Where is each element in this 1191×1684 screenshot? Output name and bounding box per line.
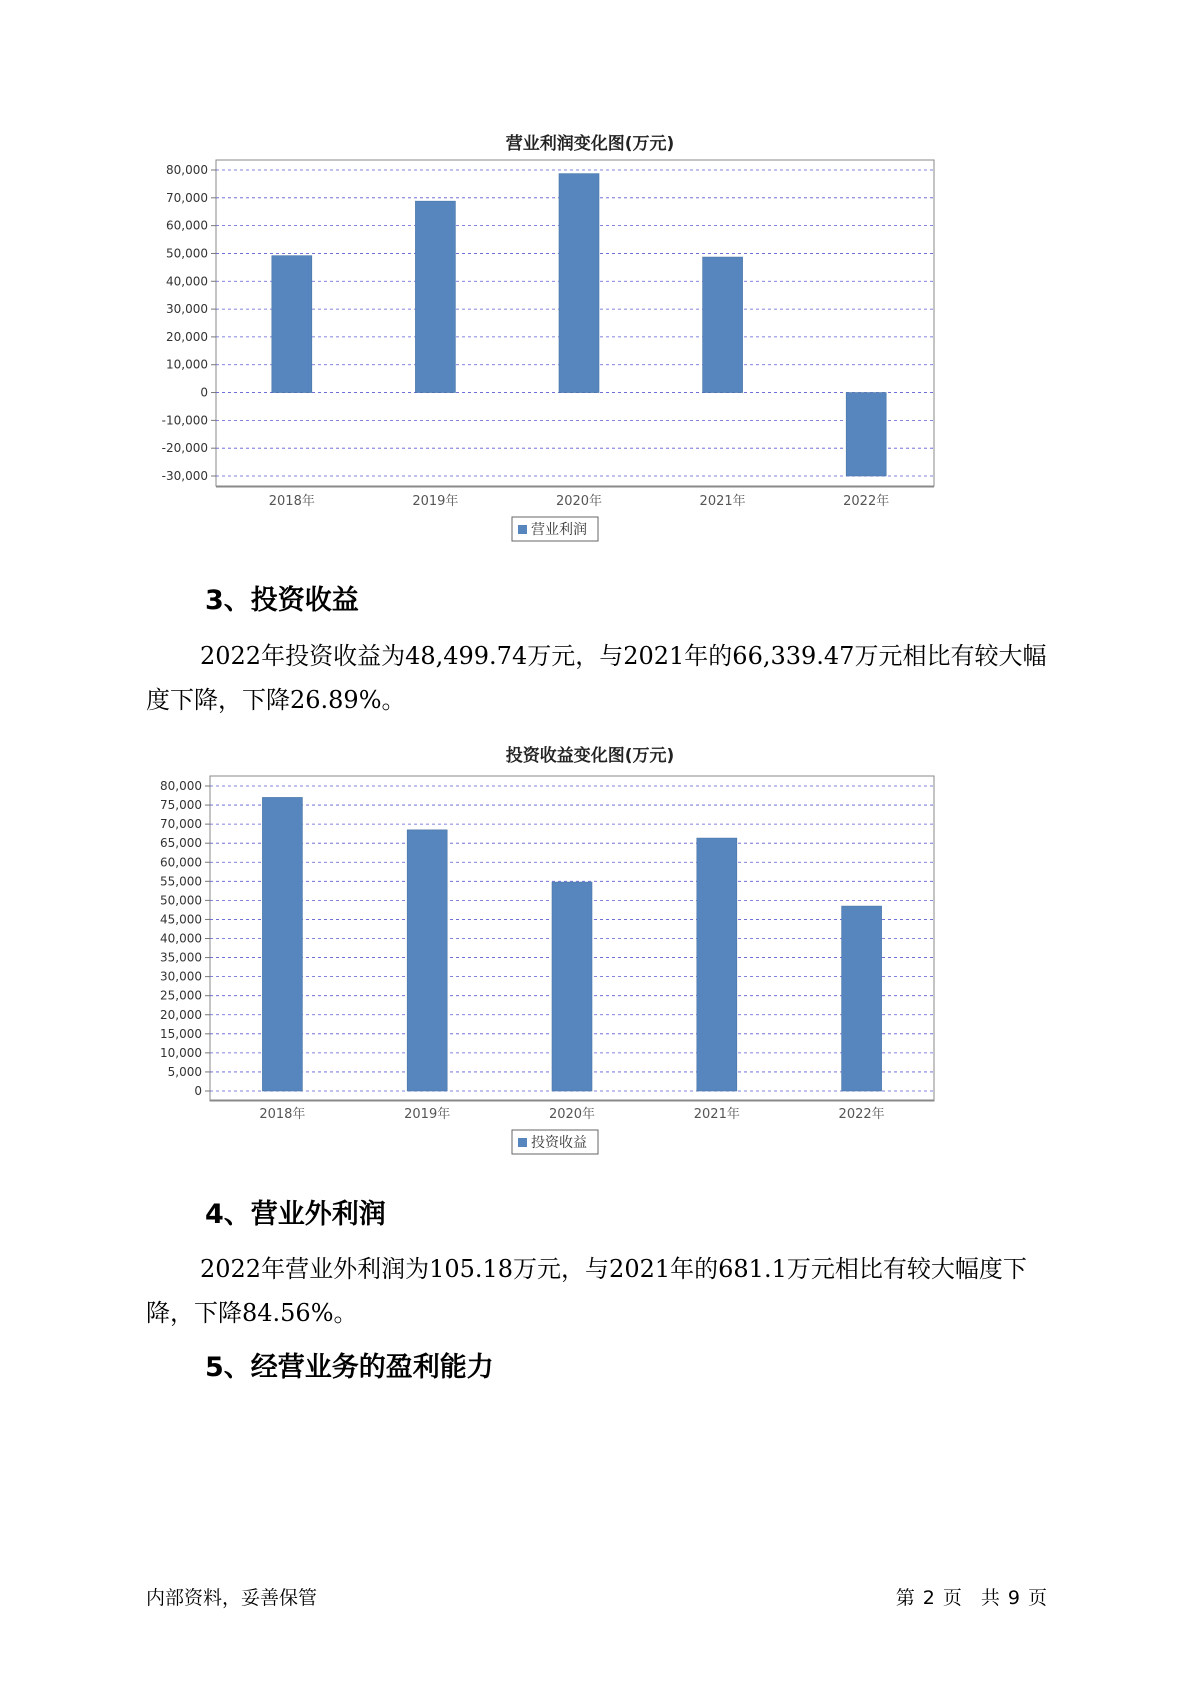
y-tick-label: 35,000 — [160, 950, 202, 965]
page-total: 9 — [1007, 1587, 1020, 1609]
y-tick-label: 55,000 — [160, 874, 202, 889]
y-tick-label: 75,000 — [160, 798, 202, 813]
investment-income-chart — [150, 742, 1030, 1162]
legend-label: 投资收益 — [531, 1135, 587, 1151]
bar — [272, 256, 312, 393]
y-tick-label: -30,000 — [161, 469, 208, 483]
page-suffix: 页 — [1027, 1587, 1047, 1609]
chart-title: 投资收益变化图(万元) — [505, 746, 675, 766]
x-tick-label: 2020年 — [548, 1107, 596, 1122]
y-tick-label: 65,000 — [160, 836, 202, 851]
y-tick-label: 80,000 — [160, 779, 202, 793]
bar — [846, 393, 886, 476]
chart-title: 营业利润变化图(万元) — [505, 134, 675, 154]
y-tick-label: 70,000 — [166, 190, 208, 205]
x-tick-label: 2019年 — [412, 494, 459, 509]
x-tick-label: 2020年 — [555, 494, 603, 509]
footer-page-number — [892, 1583, 1051, 1610]
page-prefix: 第 — [895, 1587, 915, 1609]
y-tick-label: 50,000 — [166, 246, 208, 261]
bar — [559, 174, 599, 393]
bar — [262, 797, 302, 1091]
page-mid: 页 共 — [942, 1587, 1000, 1609]
x-tick-label: 2022年 — [838, 1107, 885, 1122]
legend-label: 营业利润 — [531, 522, 587, 538]
x-tick-label: 2019年 — [404, 1107, 451, 1122]
x-tick-label: 2021年 — [699, 494, 746, 509]
y-tick-label: 80,000 — [166, 163, 208, 177]
y-tick-label: 30,000 — [160, 969, 202, 984]
legend — [512, 517, 598, 541]
section-heading-non-operating-profit: 4、营业外利润 — [205, 1199, 386, 1230]
y-tick-label: 60,000 — [160, 855, 202, 870]
operating-profit-chart — [150, 130, 1030, 550]
paragraph-investment-income: 2022年投资收益为48,499.74万元，与2021年的66,339.47万元相比有较大幅度下降，下降26.89%。 — [146, 642, 1047, 714]
y-tick-label: 0 — [200, 385, 208, 400]
y-tick-label: 45,000 — [160, 912, 202, 927]
y-tick-label: -10,000 — [161, 413, 208, 428]
legend-swatch — [518, 1138, 527, 1147]
y-tick-label: 20,000 — [166, 329, 208, 344]
y-tick-label: 30,000 — [166, 302, 208, 317]
x-tick-label: 2018年 — [259, 1107, 306, 1122]
paragraph-non-operating-profit: 2022年营业外利润为105.18万元，与2021年的681.1万元相比有较大幅度下降，下降84.56%。 — [146, 1255, 1027, 1327]
bar — [697, 838, 737, 1091]
y-tick-label: 25,000 — [160, 988, 202, 1003]
bar — [703, 257, 743, 392]
section-heading-operating-profitability: 5、经营业务的盈利能力 — [205, 1352, 494, 1383]
x-tick-label: 2018年 — [268, 494, 315, 509]
section-heading-investment-income: 3、投资收益 — [205, 585, 359, 616]
bar — [552, 882, 592, 1091]
bar — [842, 906, 882, 1091]
y-tick-label: 20,000 — [160, 1007, 202, 1022]
operating-profit-chart-svg — [150, 130, 1030, 550]
x-tick-label: 2022年 — [843, 494, 890, 509]
investment-income-chart-svg — [150, 742, 1030, 1162]
y-tick-label: 10,000 — [160, 1045, 202, 1060]
y-tick-label: 70,000 — [160, 817, 202, 832]
bar — [415, 201, 455, 392]
legend — [512, 1130, 598, 1154]
y-tick-label: -20,000 — [161, 441, 208, 456]
y-tick-label: 60,000 — [166, 218, 208, 233]
bar — [407, 830, 447, 1091]
y-tick-label: 50,000 — [160, 893, 202, 908]
y-tick-label: 40,000 — [160, 931, 202, 946]
y-tick-label: 15,000 — [160, 1026, 202, 1041]
x-tick-label: 2021年 — [693, 1107, 740, 1122]
y-tick-label: 10,000 — [166, 357, 208, 372]
y-tick-label: 40,000 — [166, 274, 208, 289]
page-current: 2 — [922, 1587, 935, 1609]
footer-confidential-note: 内部资料，妥善保管 — [146, 1587, 318, 1609]
y-tick-label: 0 — [194, 1084, 202, 1098]
y-tick-label: 5,000 — [167, 1064, 202, 1079]
legend-swatch — [518, 525, 527, 534]
